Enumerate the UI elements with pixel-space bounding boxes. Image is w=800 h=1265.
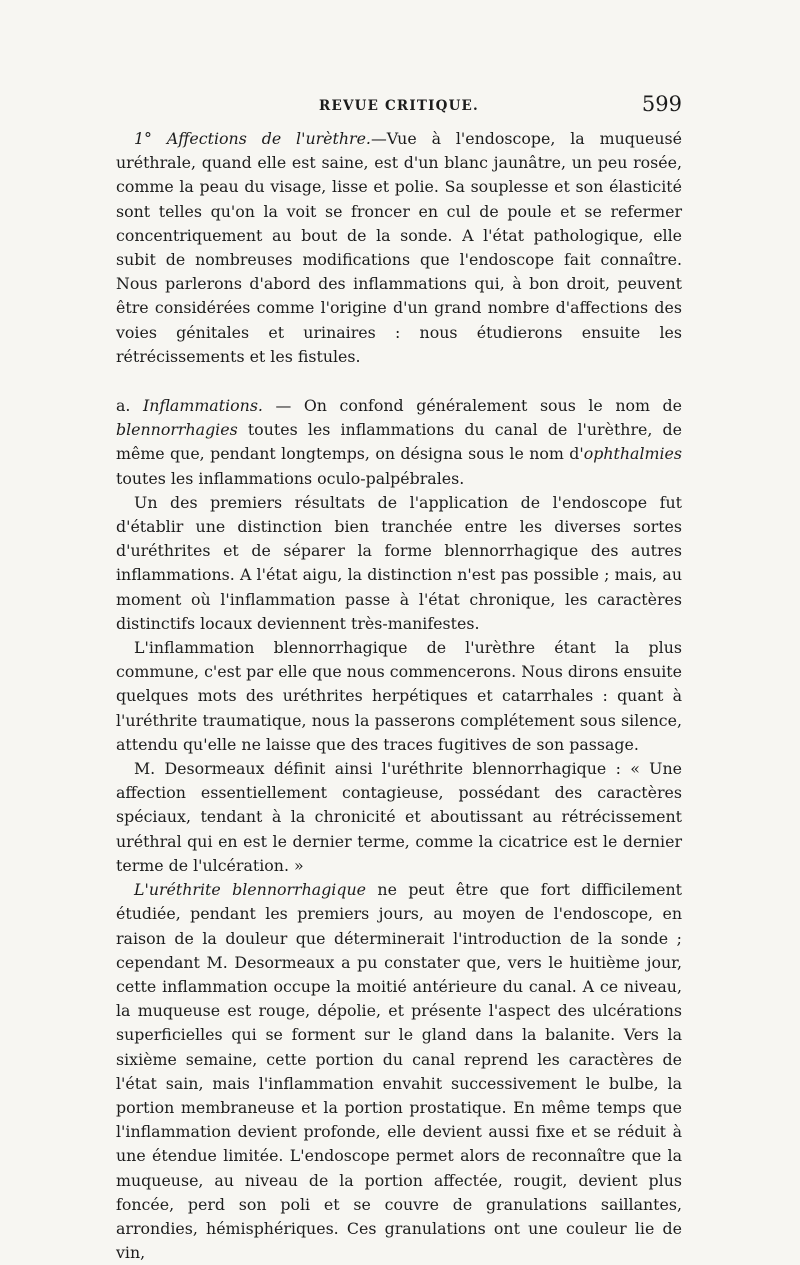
subsection-heading-inflammations: Inflammations. xyxy=(142,396,263,416)
paragraph-text: toutes les inflammations du canal de l'urèthre, de même que, pendant longtemps, on désigna sous le nom d' xyxy=(116,420,682,464)
paragraph-text: toutes les inflammations oculo-palpébrales. xyxy=(116,468,465,488)
paragraph-blennorrhagique: L'inflammation blennorrhagique de l'urèthre étant la plus commune, c'est par elle que nous commencerons. Nous dirons ensuite quelques mots des uréthrites herpétiques et catarrhales : quant à l'uréthrite traumatique, nous la passerons complétement sous silence, attendu qu'elle ne laisse que des traces fugitives de son passage. xyxy=(116,638,682,754)
running-head: REVUE CRITIQUE. xyxy=(319,98,479,114)
page-number: 599 xyxy=(641,92,682,116)
paragraph-definition-quote: M. Desormeaux définit ainsi l'uréthrite blennorrhagique : « Une affection essentiellement contagieuse, possédant des caractères spéciaux, tendant à la chronicité et aboutissant au rétrécissement uréthral qui en est le dernier terme, comme la cicatrice est le dernier terme de l'ulcération. » xyxy=(116,759,682,875)
paragraph-distinction: Un des premiers résultats de l'application de l'endoscope fut d'établir une distinction bien tranchée entre les diverses sortes d'uréthrites et de séparer la forme blennorrhagique des autres inflammations. A l'état aigu, la distinction n'est pas possible ; mais, au moment où l'inflammation passe à l'état chronique, les caractères distinctifs locaux deviennent très-manifestes. xyxy=(116,492,682,633)
term-urethrite-blennorrhagique: L'uréthrite blennorrhagique xyxy=(134,880,366,900)
paragraph-inflammations xyxy=(116,394,682,491)
page-header xyxy=(116,92,682,124)
paragraph-text: ne peut être que fort difficilement étudiée, pendant les premiers jours, au moyen de l'endoscope, en raison de la douleur que déterminerait l'introduction de la sonde ; cependant M. Desormeaux a pu constater que, vers le huitième jour, cette inflammation occupe la moitié antérieure du canal. A ce niveau, la muqueuse est rouge, dépolie, et présente l'aspect des ulcérations superficielles qui se forment sur le gland dans la balanite. Vers la sixième semaine, cette portion du canal reprend les caractères de l'état sain, mais l'inflammation envahit successivement le bulbe, la portion membraneuse et la portion prostatique. En même temps que l'inflammation devient profonde, elle devient aussi fixe et se réduit à une étendue limitée. L'endoscope permet alors de reconnaître que la muqueuse, au niveau de la portion affectée, rougit, devient plus foncée, perd son poli et se couvre de granulations saillantes, arrondies, hémisphériques. Ces granulations ont une couleur lie de vin, xyxy=(116,880,682,1263)
term-ophthalmies: ophthalmies xyxy=(583,444,682,464)
paragraph-text: a. xyxy=(116,396,143,416)
term-blennorrhagies: blennorrhagies xyxy=(116,420,238,440)
section-heading-affections: 1° Affections de l'urèthre. xyxy=(134,129,371,148)
paragraph-text: —Vue à l'endoscope, la muqueusé uréthrale, quand elle est saine, est d'un blanc jaunâtre, un peu rosée, comme la peau du visage, lisse et polie. Sa souplesse et son élasticité sont telles qu'on la voit se froncer en cul de poule et se refermer concentriquement au bout de la sonde. A l'état pathologique, elle subit de nombreuses modifications que l'endoscope fait connaître. Nous parlerons d'abord des inflammations qui, à bon droit, peuvent être considérées comme l'origine d'un grand nombre d'affections des voies génitales et urinaires : nous étudierons ensuite les rétrécissements et les fistules. xyxy=(116,129,683,366)
page-body xyxy=(116,127,682,1265)
paragraph-uréthrite-blennorrhagique xyxy=(116,878,682,1265)
paragraph-text: — On confond généralement sous le nom de xyxy=(262,396,682,416)
paragraph-affections xyxy=(116,127,682,369)
